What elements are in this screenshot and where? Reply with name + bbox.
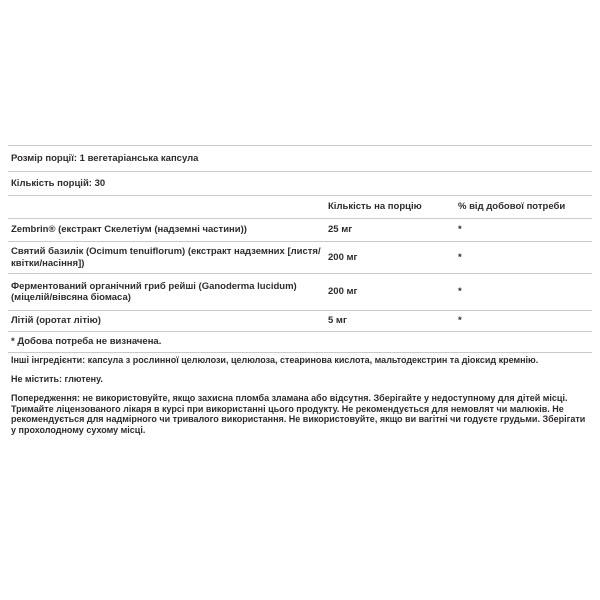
ingredient-amount: 200 мг [328,251,358,263]
table-row [8,274,592,311]
servings-per-container-text: Кількість порцій: 30 [11,177,106,189]
ingredient-daily-value: * [458,251,462,263]
table-row [8,219,592,242]
table-row [8,172,592,196]
ingredient-name: Zembrin® (екстракт Скелетіум (надземні частини)) [11,224,247,236]
column-header-daily-value: % від добової потреби [458,201,566,213]
contains-no-text: Не містить: глютену. [11,374,103,384]
ingredient-name: Святий базилік (Ocimum tenuiflorum) (екстракт надземних [листя/квітки/насіння]) [11,246,321,269]
table-row [8,242,592,274]
ingredient-name: Ферментований органічний гриб рейші (Ganoderma lucidum) (міцелій/вівсяна біомаса) [11,280,297,303]
label-notes [11,355,589,444]
column-header-amount: Кількість на порцію [328,201,422,213]
ingredient-daily-value: * [458,286,462,298]
ingredient-name: Літій (оротат літію) [11,315,101,327]
daily-value-footnote: * Добова потреба не визначена. [11,336,162,348]
table-header-row [8,196,592,219]
warnings-text: Попередження: не використовуйте, якщо захисна пломба зламана або відсутня. Зберігайте у недоступному для дітей місці. Тримайте ліцензованого лікаря в курсі при використанні цього продукту. Не рекомендується для немовлят чи малюків. Не рекомендується для надмірного чи тривалого використання. Не використовуйте, якщо ви вагітні чи годуєте грудьми. Зберігати у прохолодному сухому місці. [11,393,586,435]
table-row [8,146,592,172]
ingredient-amount: 200 мг [328,286,358,298]
ingredient-amount: 5 мг [328,315,347,327]
ingredient-daily-value: * [458,224,462,236]
supplement-facts-table [8,145,592,353]
ingredient-amount: 25 мг [328,224,353,236]
serving-size-text: Розмір порції: 1 вегетаріанська капсула [11,152,199,164]
other-ingredients-text: Інші інгредієнти: капсула з рослинної целюлози, целюлоза, стеаринова кислота, мальтодекстрин та діоксид кремнію. [11,355,539,365]
table-footnote-row [8,332,592,353]
table-row [8,311,592,332]
ingredient-daily-value: * [458,315,462,327]
